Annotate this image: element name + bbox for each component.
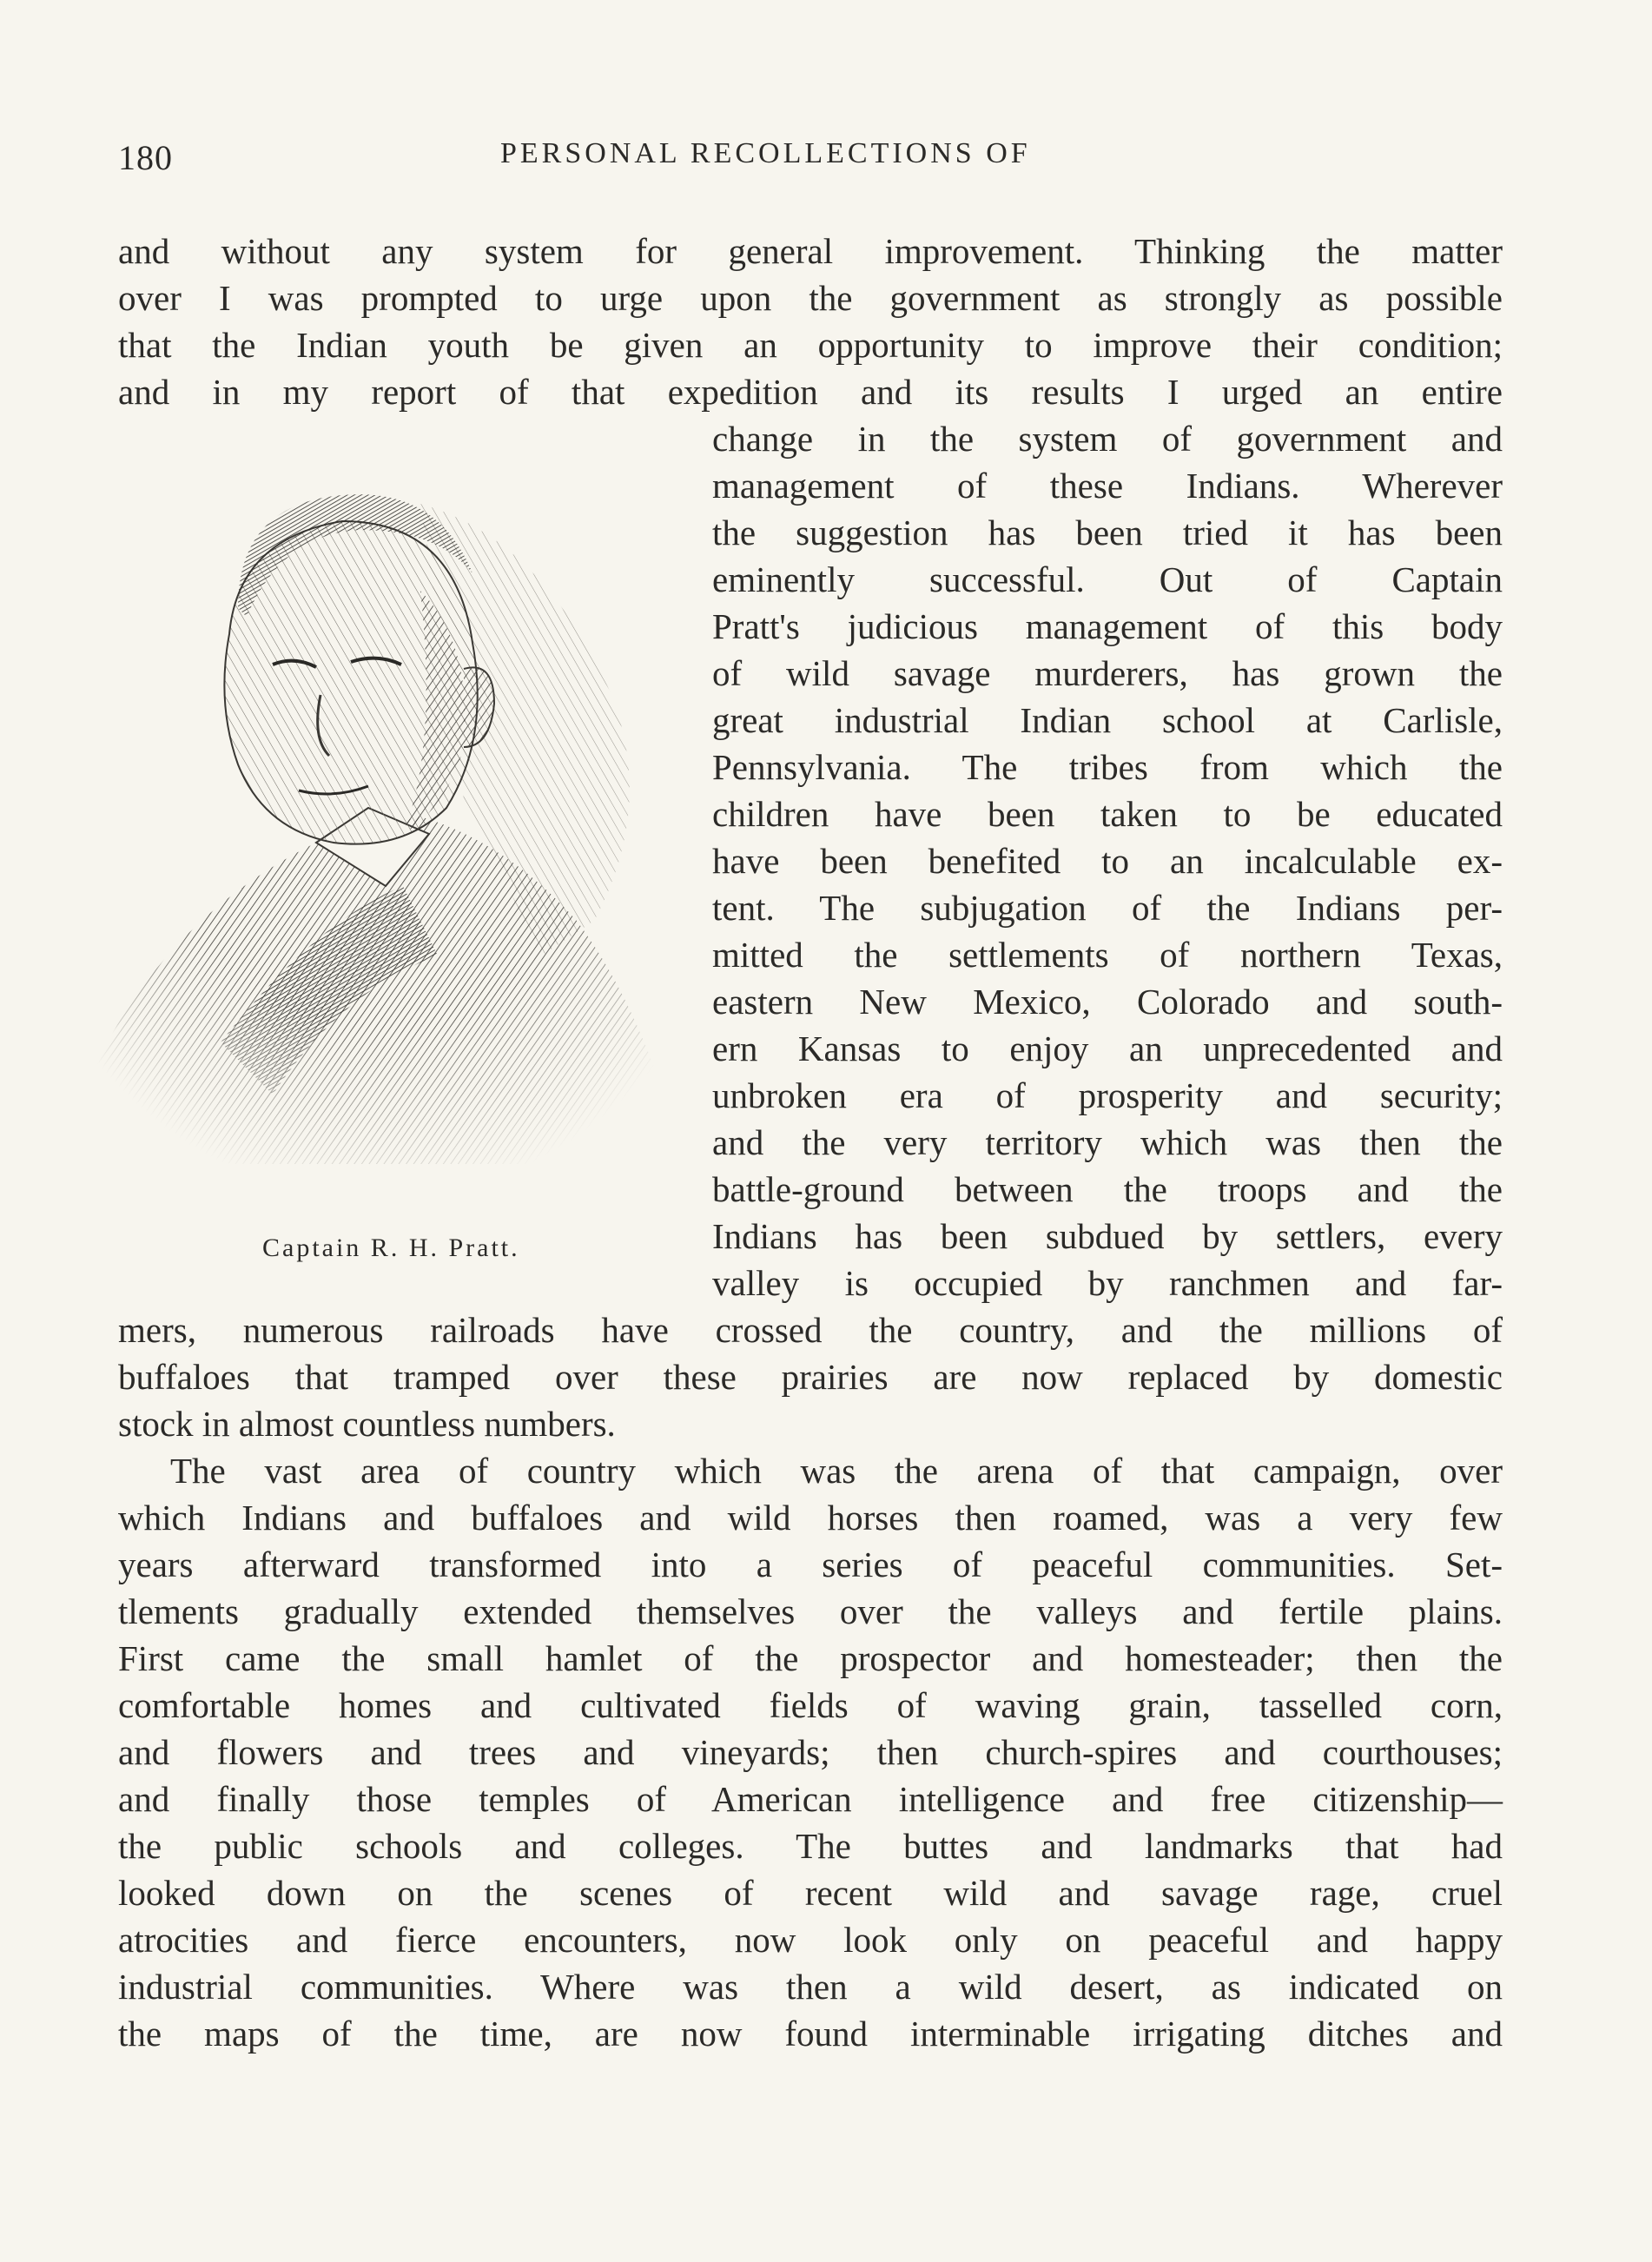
running-head: PERSONAL RECOLLECTIONS OF — [500, 137, 1031, 169]
text-line: children have been taken to be educated — [712, 794, 1503, 834]
portrait-engraving-icon — [56, 434, 698, 1164]
paragraph-first-line: The vast area of country which was the arena of that campaign, over — [170, 1451, 1503, 1491]
text-line: the maps of the time, are now found interminable irrigating ditches and — [118, 2014, 1503, 2054]
text-line: have been benefited to an incalculable ex- — [712, 841, 1503, 881]
page-number: 180 — [118, 138, 173, 177]
text-line: comfortable homes and cultivated fields of waving grain, tasselled corn, — [118, 1685, 1503, 1725]
text-line: and without any system for general improvement. Thinking the matter — [118, 231, 1503, 271]
text-line: that the Indian youth be given an opportunity to improve their condition; — [118, 325, 1503, 365]
text-line: tent. The subjugation of the Indians per- — [712, 888, 1503, 928]
text-line: Pennsylvania. The tribes from which the — [712, 747, 1503, 787]
figure-caption: Captain R. H. Pratt. — [262, 1234, 520, 1262]
text-line: unbroken era of prosperity and security; — [712, 1075, 1503, 1115]
text-line: and in my report of that expedition and its results I urged an entire — [118, 372, 1503, 412]
text-line: Indians has been subdued by settlers, every — [712, 1216, 1503, 1256]
text-line: and finally those temples of American intelligence and free citizenship— — [118, 1779, 1503, 1819]
text-line: the public schools and colleges. The buttes and landmarks that had — [118, 1826, 1503, 1866]
text-line: and flowers and trees and vineyards; then church-spires and courthouses; — [118, 1732, 1503, 1772]
text-line: eastern New Mexico, Colorado and south- — [712, 982, 1503, 1022]
text-line: valley is occupied by ranchmen and far- — [712, 1263, 1503, 1303]
text-line: management of these Indians. Wherever — [712, 466, 1503, 506]
portrait-figure — [56, 434, 698, 1164]
text-line: of wild savage murderers, has grown the — [712, 653, 1503, 693]
text-line: buffaloes that tramped over these prairies are now replaced by domestic — [118, 1357, 1503, 1397]
text-line: Pratt's judicious management of this body — [712, 606, 1503, 646]
text-line: years afterward transformed into a series of peaceful communities. Set- — [118, 1544, 1503, 1584]
text-line: and the very territory which was then the — [712, 1122, 1503, 1162]
text-line: over I was prompted to urge upon the government as strongly as possible — [118, 278, 1503, 318]
text-line: atrocities and fierce encounters, now look only on peaceful and happy — [118, 1920, 1503, 1960]
text-line: change in the system of government and — [712, 419, 1503, 459]
text-line: stock in almost countless numbers. — [118, 1404, 616, 1444]
text-line: mers, numerous railroads have crossed the country, and the millions of — [118, 1310, 1503, 1350]
text-line: which Indians and buffaloes and wild horses then roamed, was a very few — [118, 1498, 1503, 1538]
text-line: eminently successful. Out of Captain — [712, 559, 1503, 599]
text-line: great industrial Indian school at Carlisle, — [712, 700, 1503, 740]
text-line: ern Kansas to enjoy an unprecedented and — [712, 1028, 1503, 1068]
text-line: mitted the settlements of northern Texas, — [712, 935, 1503, 975]
text-line: battle-ground between the troops and the — [712, 1169, 1503, 1209]
text-line: First came the small hamlet of the prospector and homesteader; then the — [118, 1638, 1503, 1678]
text-line: the suggestion has been tried it has been — [712, 513, 1503, 552]
text-line: industrial communities. Where was then a wild desert, as indicated on — [118, 1967, 1503, 2007]
text-line: looked down on the scenes of recent wild and savage rage, cruel — [118, 1873, 1503, 1913]
text-line: tlements gradually extended themselves over the valleys and fertile plains. — [118, 1591, 1503, 1631]
page-header — [118, 137, 1105, 189]
